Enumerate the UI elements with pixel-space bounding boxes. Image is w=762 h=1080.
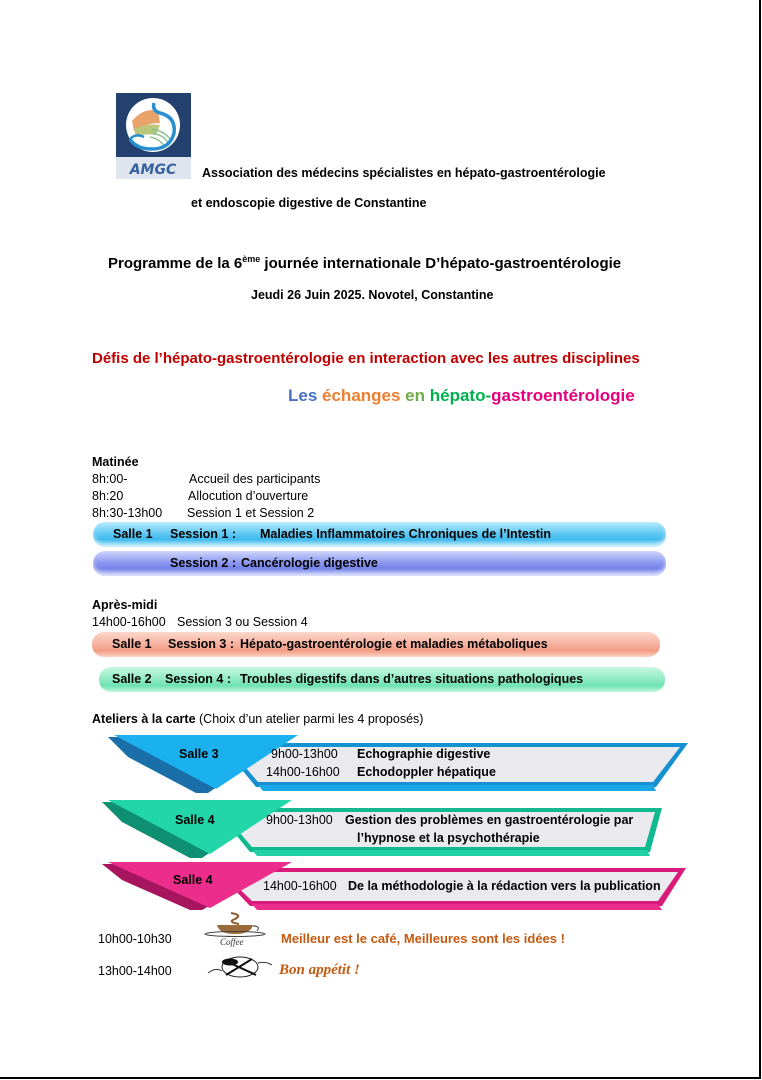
svg-text:AMGC: AMGC xyxy=(129,162,177,178)
association-name-line1: Association des médecins spécialistes en hépato-gastroentérologie xyxy=(202,166,606,180)
session-bar-4 xyxy=(99,667,665,692)
programme-title-end: journée internationale D’hépato-gastroentérologie xyxy=(260,255,622,272)
programme-title xyxy=(108,254,621,272)
workshops-heading-note: (Choix d’un atelier parmi les 4 proposés) xyxy=(195,712,424,726)
session-title: Troubles digestifs dans d’autres situations pathologiques xyxy=(240,672,584,686)
workshops-heading-label: Ateliers à la carte xyxy=(92,712,196,726)
session-room: Salle 2 xyxy=(112,672,152,686)
session-number: Session 1 : xyxy=(170,527,236,541)
tagline-word: Les xyxy=(288,386,318,405)
coffee-break-message: Meilleur est le café, Meilleures sont les idées ! xyxy=(281,931,565,946)
schedule-label: Allocution d’ouverture xyxy=(188,489,309,503)
workshop-time: 14h00-16h00 xyxy=(266,765,340,779)
workshop-ribbon-2 xyxy=(102,800,687,860)
schedule-time: 8h:30-13h00 xyxy=(92,506,163,520)
session-bar-1 xyxy=(93,522,666,547)
schedule-time: 8h:00- xyxy=(92,472,128,486)
event-date-place: Jeudi 26 Juin 2025. Novotel, Constantine xyxy=(251,288,494,302)
session-bar-2 xyxy=(93,551,666,576)
afternoon-heading: Après-midi xyxy=(92,598,158,612)
plate-cutlery-icon xyxy=(206,955,274,979)
event-theme: Défis de l’hépato-gastroentérologie en interaction avec les autres disciplines xyxy=(92,350,640,367)
tagline-word: gastroentérologie xyxy=(491,386,635,405)
workshop-title: Gestion des problèmes en gastroentérologie par xyxy=(345,813,634,827)
workshop-time: 9h00-13h00 xyxy=(266,813,333,827)
session-title: Maladies Inflammatoires Chroniques de l’Intestin xyxy=(260,527,552,541)
programme-title-start: Programme de la 6 xyxy=(108,255,243,272)
session-number: Session 2 : xyxy=(170,556,236,570)
workshops-heading xyxy=(92,712,423,726)
session-title: Hépato-gastroentérologie et maladies métaboliques xyxy=(240,637,548,651)
tagline-word: en xyxy=(400,386,426,405)
session-number: Session 4 : xyxy=(165,672,231,686)
schedule-label: Session 1 et Session 2 xyxy=(187,506,315,520)
tagline-word: hépato- xyxy=(425,386,492,405)
break-time: 10h00-10h30 xyxy=(98,932,172,946)
tagline-word: échanges xyxy=(317,386,401,405)
workshop-time: 9h00-13h00 xyxy=(271,747,338,761)
workshop-title: l’hypnose et la psychothérapie xyxy=(357,831,540,845)
workshop-title: De la méthodologie à la rédaction vers la publication xyxy=(348,879,661,893)
workshop-time: 14h00-16h00 xyxy=(263,879,337,893)
morning-heading: Matinée xyxy=(92,455,139,469)
session-number: Session 3 : xyxy=(168,637,234,651)
workshop-room: Salle 4 xyxy=(175,813,215,827)
event-tagline xyxy=(288,386,635,406)
schedule-time: 8h:20 xyxy=(92,489,124,503)
workshop-title: Echodoppler hépatique xyxy=(357,765,496,779)
programme-title-ordinal: ème xyxy=(242,254,261,264)
workshop-room: Salle 4 xyxy=(173,873,213,887)
workshop-room: Salle 3 xyxy=(179,747,219,761)
schedule-label: Accueil des participants xyxy=(189,472,321,486)
lunch-break-message: Bon appétit ! xyxy=(279,962,360,978)
schedule-label: Session 3 ou Session 4 xyxy=(177,615,308,629)
schedule-time: 14h00-16h00 xyxy=(92,615,166,629)
session-title: Cancérologie digestive xyxy=(241,556,378,570)
amgc-logo xyxy=(116,93,191,179)
association-name-line2: et endoscopie digestive de Constantine xyxy=(191,196,427,210)
session-bar-3 xyxy=(92,632,660,657)
session-room: Salle 1 xyxy=(113,527,153,541)
session-room: Salle 1 xyxy=(112,637,152,651)
break-time: 13h00-14h00 xyxy=(98,964,172,978)
workshop-title: Echographie digestive xyxy=(357,747,491,761)
coffee-caption: Coffee xyxy=(220,937,244,947)
coffee-cup-icon xyxy=(203,912,271,938)
